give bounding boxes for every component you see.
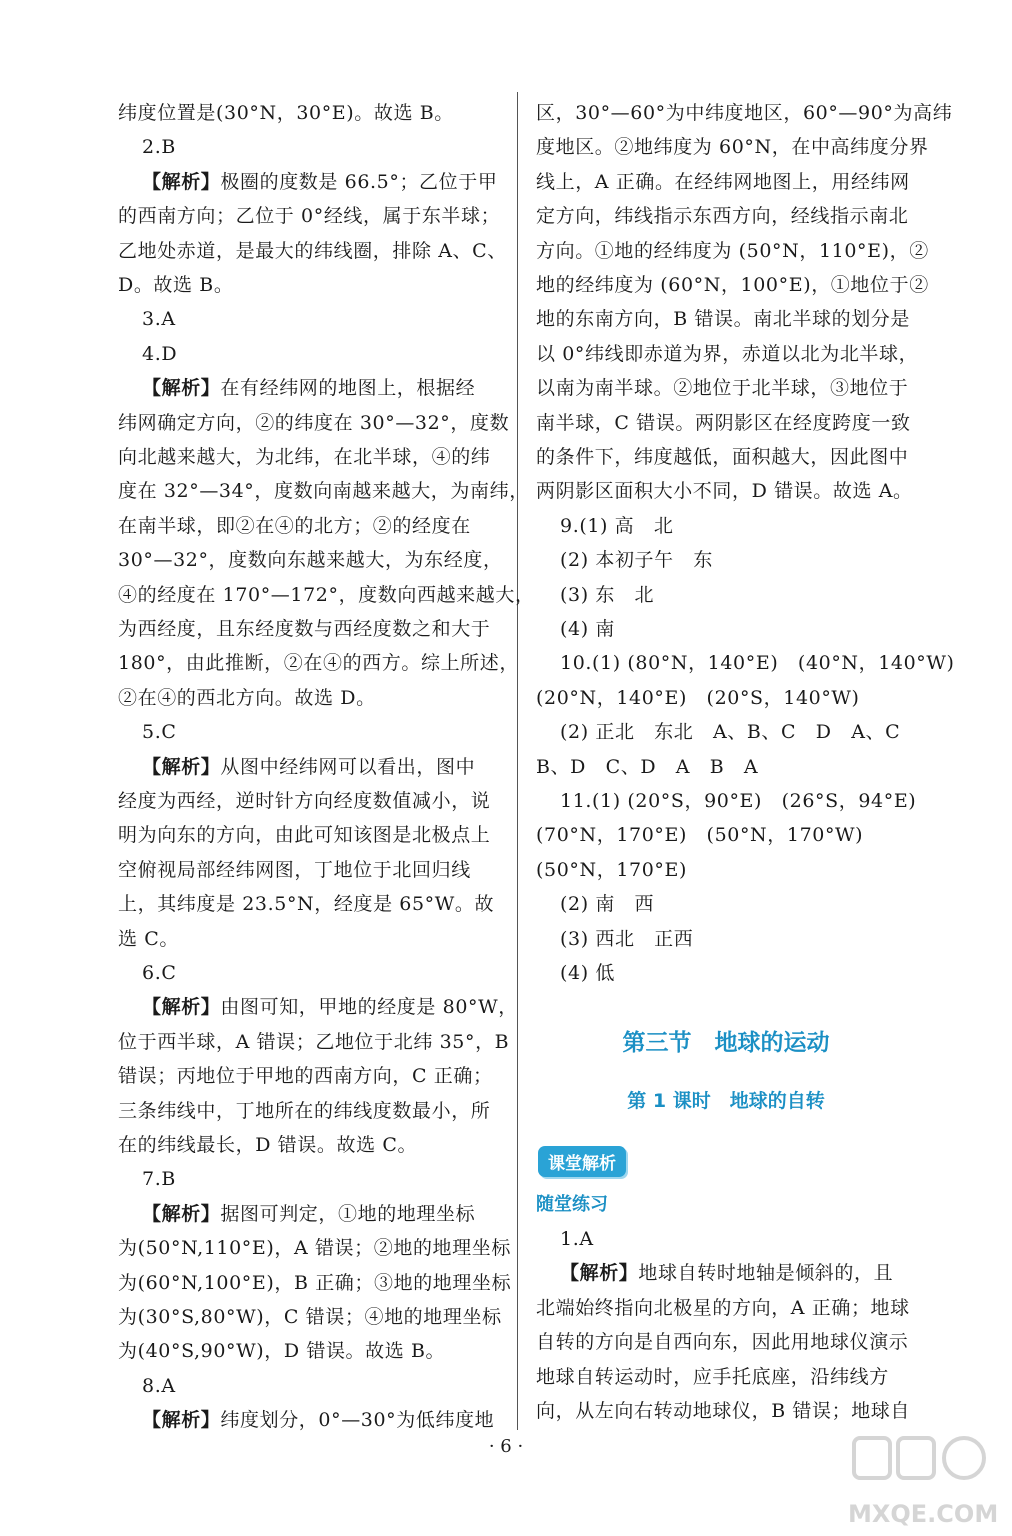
class-analysis-badge: 课堂解析 [538, 1146, 626, 1177]
line-text: 定方向，纬线指示东西方向，经线指示南北 [536, 205, 909, 228]
text-line [536, 371, 908, 405]
line-text: 南半球，C 错误。两阴影区在经度跨度一致 [536, 411, 911, 434]
text-line [560, 509, 673, 543]
analysis-line [142, 1403, 494, 1437]
text-line [536, 1360, 889, 1394]
line-text: 3.A [142, 308, 176, 331]
text-line [560, 956, 615, 990]
text-line [142, 302, 176, 336]
line-text: 8.A [142, 1374, 176, 1397]
text-line [118, 509, 471, 543]
line-text: 位于西半球，A 错误；乙地位于北纬 35°，B [118, 1030, 510, 1053]
analysis-tag: 【解析】 [142, 1202, 221, 1225]
text-line [536, 681, 860, 715]
line-text: 向北越来越大，为北纬，在北半球，④的纬 [118, 446, 491, 468]
line-text: 错误；丙地位于甲地的西南方向，C 正确； [118, 1065, 493, 1088]
line-text: 区，30°—60°为中纬度地区，60°—90°为高纬 [536, 102, 953, 124]
line-text: 为(40°S,90°W)，D 错误。故选 B。 [118, 1340, 446, 1363]
section-title: 第三节 地球的运动 [622, 1030, 830, 1056]
text-line [560, 612, 615, 646]
text-line [118, 268, 233, 302]
watermark-logo [848, 1428, 998, 1528]
text-line [536, 406, 911, 440]
line-text: 度在 32°—34°，度数向南越来越大，为南纬， [118, 480, 529, 503]
text-line [118, 887, 494, 921]
text-line [536, 130, 929, 164]
line-text: 上，其纬度是 23.5°N，经度是 65°W。故 [118, 893, 495, 916]
text-line [118, 1094, 490, 1128]
text-line [536, 199, 908, 233]
text-line [118, 474, 529, 508]
text-line [560, 578, 654, 612]
text-line [118, 1059, 493, 1093]
line-text: 30°—32°，度数向东越来越大，为东经度， [118, 549, 503, 572]
text-line [560, 715, 900, 749]
text-line [536, 96, 952, 130]
text-line [118, 1025, 509, 1059]
text-line [118, 406, 509, 440]
text-line [118, 1300, 502, 1334]
text-line [118, 646, 519, 680]
analysis-line [142, 990, 518, 1024]
text-line [142, 715, 176, 749]
line-text: 向，从左向右转动地球仪，B 错误；地球自 [536, 1400, 911, 1422]
text-line [118, 612, 490, 646]
text-line [118, 543, 503, 577]
analysis-line [560, 1256, 893, 1290]
analysis-line [142, 165, 497, 199]
text-line [142, 130, 176, 164]
analysis-tag: 【解析】 [142, 377, 221, 400]
text-line [536, 1325, 908, 1359]
text-line [560, 887, 654, 921]
watermark-icon [848, 1428, 998, 1498]
line-text: D。故选 B。 [118, 274, 234, 296]
text-line [118, 1128, 417, 1162]
analysis-tag: 【解析】 [142, 170, 221, 193]
line-text: 方向。①地的经纬度为 (50°N，110°E)，② [536, 239, 929, 262]
analysis-tag: 【解析】 [142, 1409, 221, 1432]
text-line [536, 1394, 910, 1428]
page-number: · 6 · [488, 1436, 524, 1457]
line-text: 空俯视局部经纬网图，丁地位于北回归线 [118, 858, 471, 881]
text-line [536, 302, 910, 336]
text-line [142, 956, 176, 990]
text-line [142, 1369, 176, 1403]
text-line [536, 234, 929, 268]
line-text: 以 0°纬线即赤道为界，赤道以北为北半球， [536, 342, 919, 365]
line-text: (20°N，140°E) (20°S，140°W) [536, 686, 860, 709]
analysis-line [142, 750, 475, 784]
line-text: 6.C [142, 962, 177, 984]
practice-heading: 随堂练习 [536, 1194, 608, 1215]
text-line [118, 578, 535, 612]
line-text: 从图中经纬网可以看出，图中 [220, 755, 476, 778]
text-line [118, 818, 490, 852]
text-line [536, 474, 913, 508]
line-text: 地球自转运动时，应手托底座，沿纬线方 [536, 1365, 889, 1388]
line-text: 的条件下，纬度越低，面积越大，因此图中 [536, 446, 909, 468]
text-line [560, 1222, 594, 1256]
analysis-tag: 【解析】 [142, 755, 221, 778]
line-text: 在的纬线最长，D 错误。故选 C。 [118, 1134, 418, 1156]
line-text: (2) 正北 东北 A、B、C D A、C [560, 721, 901, 744]
line-text: 明为向东的方向，由此可知该图是北极点上 [118, 824, 491, 847]
line-text: 由图可知，甲地的经度是 80°W， [220, 996, 518, 1019]
text-line [536, 750, 758, 784]
text-line [118, 199, 500, 233]
line-text: (70°N，170°E) (50°N，170°W) [536, 824, 864, 847]
line-text: 选 C。 [118, 927, 179, 950]
text-line [118, 853, 471, 887]
line-text: 10.(1) (80°N，140°E) (40°N，140°W) [560, 652, 955, 675]
line-text: 11.(1) (20°S，90°E) (26°S，94°E) [560, 790, 917, 812]
line-text: (4) 低 [560, 962, 615, 984]
line-text: 度地区。②地纬度为 60°N，在中高纬度分界 [536, 136, 929, 159]
line-text: 在南半球，即②在④的北方；②的经度在 [118, 514, 471, 537]
text-line [118, 922, 179, 956]
line-text: (50°N，170°E) [536, 858, 687, 881]
analysis-line [142, 371, 475, 405]
line-text: 据图可判定，①地的地理坐标 [220, 1202, 476, 1225]
text-line [118, 1334, 445, 1368]
lesson-title: 第 1 课时 地球的自转 [627, 1090, 825, 1112]
text-line [536, 818, 863, 852]
line-text: 纬网确定方向，②的纬度在 30°—32°，度数 [118, 411, 510, 434]
text-line [536, 337, 918, 371]
line-text: 5.C [142, 721, 177, 744]
analysis-tag: 【解析】 [142, 996, 221, 1019]
line-text: 9.(1) 高 北 [560, 514, 674, 537]
text-line [536, 165, 910, 199]
text-line [536, 853, 687, 887]
line-text: B、D C、D A B A [536, 755, 759, 778]
line-text: 为(60°N,100°E)，B 正确；③地的地理坐标 [118, 1271, 512, 1294]
line-text: (3) 东 北 [560, 583, 655, 606]
text-line [560, 922, 693, 956]
text-line [118, 96, 454, 130]
text-line [118, 681, 376, 715]
line-text: ④的经度在 170°—172°，度数向西越来越大， [118, 583, 535, 606]
line-text: 纬度位置是(30°N，30°E)。故选 B。 [118, 102, 454, 124]
text-line [118, 234, 507, 268]
text-line [536, 1291, 910, 1325]
line-text: (2) 本初子午 东 [560, 549, 713, 572]
text-line [560, 543, 713, 577]
line-text: 2.B [142, 136, 176, 159]
text-line [536, 440, 908, 474]
line-text: 地的经纬度为 (60°N，100°E)，①地位于② [536, 274, 929, 296]
line-text: 180°，由此推断，②在④的西方。综上所述， [118, 652, 519, 675]
line-text: 纬度划分，0°—30°为低纬度地 [220, 1409, 495, 1432]
line-text: 1.A [560, 1228, 594, 1250]
text-line [560, 646, 955, 680]
analysis-line [142, 1197, 475, 1231]
line-text: 经度为西经，逆时针方向经度数值减小，说 [118, 790, 491, 812]
column-divider [517, 92, 518, 1430]
line-text: 线上，A 正确。在经纬网地图上，用经纬网 [536, 170, 910, 193]
text-line [118, 1266, 511, 1300]
line-text: 地球自转时地轴是倾斜的，且 [638, 1262, 894, 1285]
line-text: 两阴影区面积大小不同，D 错误。故选 A。 [536, 480, 913, 503]
text-line [142, 337, 177, 371]
line-text: 以南为南半球。②地位于北半球，③地位于 [536, 377, 909, 400]
line-text: 为(30°S,80°W)，C 错误；④地的地理坐标 [118, 1306, 502, 1328]
text-line [536, 268, 929, 302]
line-text: 极圈的度数是 66.5°；乙位于甲 [220, 170, 498, 193]
line-text: 在有经纬网的地图上，根据经 [220, 377, 476, 400]
text-line [118, 440, 490, 474]
line-text: 4.D [142, 342, 178, 365]
line-text: 三条纬线中，丁地所在的纬线度数最小，所 [118, 1099, 491, 1122]
line-text: (3) 西北 正西 [560, 927, 694, 950]
line-text: 地的东南方向，B 错误。南北半球的划分是 [536, 308, 911, 331]
line-text: 为(50°N,110°E)，A 错误；②地的地理坐标 [118, 1237, 511, 1260]
line-text: 的西南方向；乙位于 0°经线，属于东半球； [118, 205, 501, 228]
line-text: 北端始终指向北极星的方向，A 正确；地球 [536, 1296, 910, 1319]
line-text: (4) 南 [560, 618, 615, 640]
line-text: 7.B [142, 1168, 176, 1191]
line-text: 为西经度，且东经度数与西经度数之和大于 [118, 618, 491, 640]
analysis-tag: 【解析】 [560, 1262, 639, 1285]
line-text: ②在④的西北方向。故选 D。 [118, 686, 376, 709]
line-text: (2) 南 西 [560, 893, 655, 916]
text-line [560, 784, 916, 818]
line-text: 乙地处赤道，是最大的纬线圈，排除 A、C、 [118, 239, 507, 262]
text-line [142, 1162, 176, 1196]
line-text: 自转的方向是自西向东，因此用地球仪演示 [536, 1331, 909, 1354]
text-line [118, 1231, 511, 1265]
text-line [118, 784, 490, 818]
watermark-text: MXQE.COM [848, 1500, 999, 1528]
